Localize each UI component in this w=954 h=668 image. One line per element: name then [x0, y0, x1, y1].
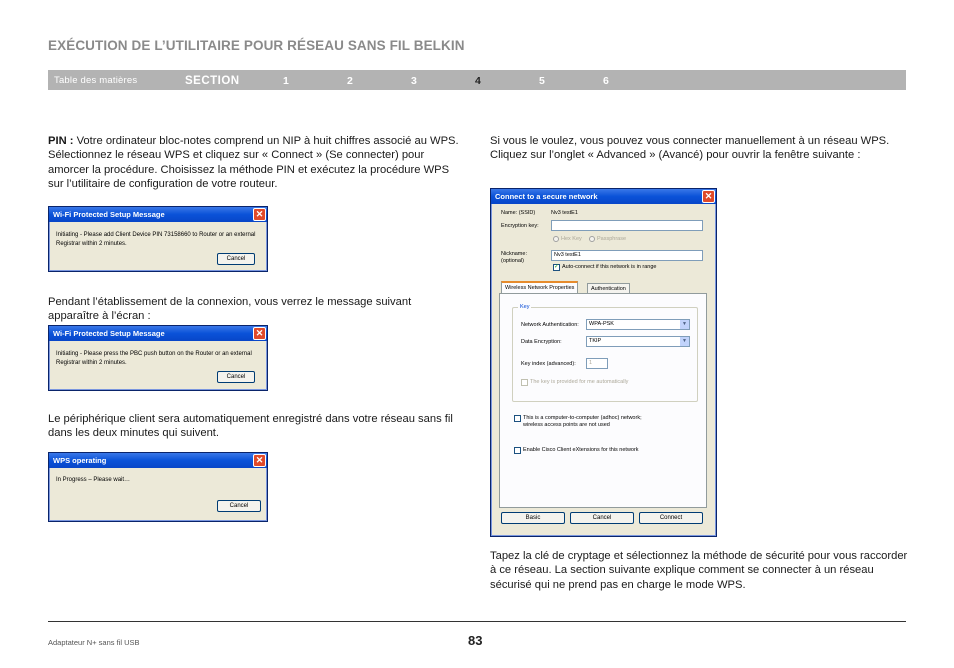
key-index-stepper[interactable]: 1 [586, 358, 608, 369]
dialog-message: Initiating - Please add Client Device PIN 73158660 to Router or an external Registrar within 2 minutes. [56, 232, 256, 247]
passphrase-radio[interactable] [589, 236, 595, 242]
nickname-optional-label: (optional) [501, 258, 524, 264]
dialog-title: Connect to a secure network [491, 189, 716, 204]
cancel-button[interactable]: Cancel [217, 500, 261, 512]
nav-section-5[interactable]: 5 [539, 75, 545, 87]
data-encryption-label: Data Encryption: [521, 339, 562, 345]
cancel-button[interactable]: Cancel [217, 253, 255, 265]
pin-paragraph [48, 134, 462, 192]
cisco-extensions-label: Enable Cisco Client eXtensions for this network [523, 447, 639, 453]
cancel-button[interactable]: Cancel [217, 371, 255, 383]
page-number: 83 [468, 633, 483, 648]
close-icon[interactable]: ✕ [702, 190, 715, 203]
hex-key-label: Hex Key [561, 236, 582, 242]
ssid-value: Nv3 testE1 [551, 210, 578, 216]
key-group-label: Key [520, 304, 530, 310]
close-icon[interactable]: ✕ [253, 454, 266, 467]
wps-pbc-message-dialog [48, 325, 268, 391]
network-authentication-label: Network Authentication: [521, 322, 579, 328]
adhoc-checkbox[interactable] [514, 415, 521, 422]
manual-connect-paragraph: Si vous le voulez, vous pouvez vous connecter manuellement à un réseau WPS. Cliquez sur l’onglet « Advanced » (Avancé) pour ouvrir la fenêtre suivante : [490, 135, 890, 162]
nickname-label: Nickname: [501, 251, 527, 257]
footer-divider [48, 621, 906, 622]
passphrase-label: Passphrase [597, 236, 627, 242]
dialog-message: Initiating - Please press the PBC push button on the Router or an external Registrar within 2 minutes. [56, 351, 252, 366]
nav-section-6[interactable]: 6 [603, 75, 609, 87]
dialog-title: WPS operating [49, 453, 267, 468]
data-encryption-select[interactable] [586, 336, 690, 347]
dialog-title: Wi-Fi Protected Setup Message [49, 326, 267, 341]
dialog-title: Wi-Fi Protected Setup Message [49, 207, 267, 222]
tab-authentication[interactable]: Authentication [587, 283, 630, 294]
data-encryption-value: TKIP [589, 338, 602, 344]
nav-section-1[interactable]: 1 [283, 75, 289, 87]
key-group [512, 304, 698, 402]
network-authentication-value: WPA-PSK [589, 321, 614, 327]
auto-connect-label: Auto-connect if this network is in range [562, 264, 657, 270]
nav-table-of-contents[interactable]: Table des matières [54, 75, 138, 86]
cisco-extensions-checkbox[interactable] [514, 447, 521, 454]
dialog-message: In Progress – Please wait… [56, 477, 131, 483]
connection-paragraph: Pendant l’établissement de la connexion, vous verrez le message suivant apparaître à l’écran : [48, 296, 412, 323]
chevron-down-icon: ▼ [680, 337, 689, 346]
key-auto-label: The key is provided for me automatically [530, 379, 629, 385]
close-icon[interactable]: ✕ [253, 208, 266, 221]
ssid-label: Name: (SSID) [501, 210, 536, 216]
auto-connect-checkbox[interactable]: ✓ [554, 264, 560, 270]
encryption-key-label: Encryption key: [501, 223, 539, 229]
nav-section-label: SECTION [185, 75, 240, 87]
pin-text: Votre ordinateur bloc-notes comprend un NIP à huit chiffres associé au WPS. Sélectionnez le réseau WPS et cliquez sur « Connect » (Se connecter) pour amorcer la procédure. Choisissez la méthode PIN et exécutez la procédure WPS sur l’utilitaire de configuration de votre routeur. [48, 135, 459, 191]
wireless-properties-panel [499, 293, 707, 508]
registration-paragraph: Le périphérique client sera automatiquement enregistré dans votre réseau sans fil dans les deux minutes qui suivent. [48, 413, 453, 440]
section-nav-bar [48, 70, 906, 90]
nickname-input[interactable]: Nv3 testE1 [551, 250, 703, 261]
wps-operating-dialog [48, 452, 268, 522]
nav-section-3[interactable]: 3 [411, 75, 417, 87]
security-method-paragraph: Tapez la clé de cryptage et sélectionnez la méthode de sécurité pour vous raccorder à ce réseau. La section suivante explique comment se connecter à un réseau sécurisé qui ne prend pas en charge le mode WPS. [490, 550, 908, 591]
wps-pin-message-dialog [48, 206, 268, 272]
page-header-title: EXÉCUTION DE L’UTILITAIRE POUR RÉSEAU SANS FIL BELKIN [48, 38, 465, 53]
network-authentication-select[interactable] [586, 319, 690, 330]
basic-button[interactable]: Basic [501, 512, 565, 524]
hex-key-radio[interactable] [553, 236, 559, 242]
cancel-button[interactable]: Cancel [570, 512, 634, 524]
tab-wireless-network-properties[interactable]: Wireless Network Properties [501, 281, 578, 293]
connect-secure-network-dialog [490, 188, 717, 537]
footer-product-name: Adaptateur N+ sans fil USB [48, 638, 140, 647]
nav-section-2[interactable]: 2 [347, 75, 353, 87]
connect-button[interactable]: Connect [639, 512, 703, 524]
encryption-key-input[interactable] [551, 220, 703, 231]
pin-label: PIN : [48, 135, 74, 147]
key-index-label: Key index (advanced): [521, 361, 576, 367]
adhoc-label: This is a computer-to-computer (adhoc) network; wireless access points are not used [523, 415, 642, 428]
close-icon[interactable]: ✕ [253, 327, 266, 340]
chevron-down-icon: ▼ [680, 320, 689, 329]
key-auto-checkbox[interactable] [521, 379, 528, 386]
nav-section-4-active[interactable]: 4 [475, 75, 481, 87]
